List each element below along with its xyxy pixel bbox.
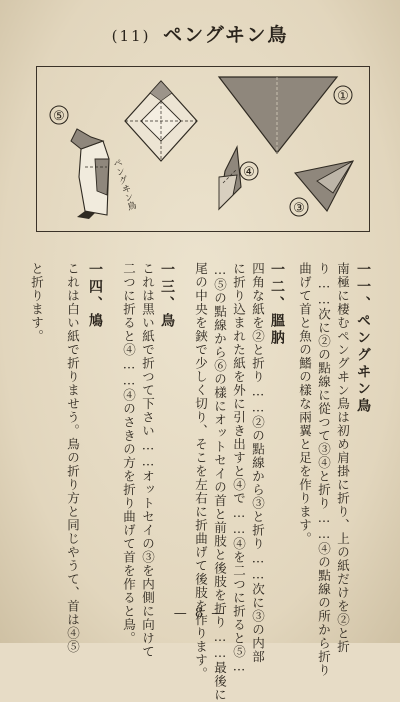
text-column-12: 二つに折ると④……④のさきの方を折り曲げて首を作ると鳥。	[121, 262, 137, 645]
text-column-09: 尾の中央を鋏で少しく切り、そこを左右に折曲げて後肢を作ります。	[193, 262, 209, 681]
heading-11-penguin: 一一、ペングヰン鳥	[355, 262, 371, 415]
figure-caption: ペングヰン鳥	[110, 157, 137, 212]
text-column-15: と折ります。	[29, 262, 45, 343]
label-5: ⑤	[53, 109, 65, 124]
text-column-11: これは黒い紙で折つて下さい……オットセイの③を内側に向けて	[140, 262, 156, 659]
text-column-04: 曲げて首と魚の鰭の樣な兩翼と足を作ります。	[297, 262, 313, 546]
page-title	[0, 20, 400, 47]
text-column-07: に折り込まれた紙を外に引き出すと④で……④を二つに折ると⑤…	[231, 262, 247, 675]
title-number: (11)	[111, 27, 151, 45]
step-5-penguin-wing	[95, 159, 109, 195]
origami-diagram-svg	[37, 67, 369, 231]
origami-figure	[36, 66, 370, 232]
text-column-06: 四角な紙を②と折り……②の點線から③と折り……次に③の内部	[250, 262, 266, 664]
text-column-14: これは白い紙で折りませう。鳥の折り方と同じやうて、首は④⑤	[65, 262, 81, 654]
label-3: ③	[293, 201, 305, 216]
label-1: ①	[337, 89, 349, 104]
text-column-03: り……次に②の點線に從つて③④と折り……④の點線の所から折り	[316, 262, 332, 677]
page-number: — 8 —	[173, 606, 227, 621]
text-column-02: 南極に棲むペングヰン鳥は初め肩掛に折り、上の紙だけを②と折	[335, 262, 351, 654]
heading-12-seal: 一二、膃肭	[269, 262, 285, 347]
text-column-08: …⑤の點線から⑥の樣にオットセイの首と前肢と後肢を折り……最後に	[212, 262, 228, 702]
step-1-triangle	[219, 77, 337, 153]
title-text: ペングヰン鳥	[163, 24, 289, 46]
heading-13-bird: 一三、鳥	[159, 262, 175, 330]
heading-14-dove: 一四、鳩	[87, 262, 103, 330]
label-4: ④	[243, 165, 255, 180]
